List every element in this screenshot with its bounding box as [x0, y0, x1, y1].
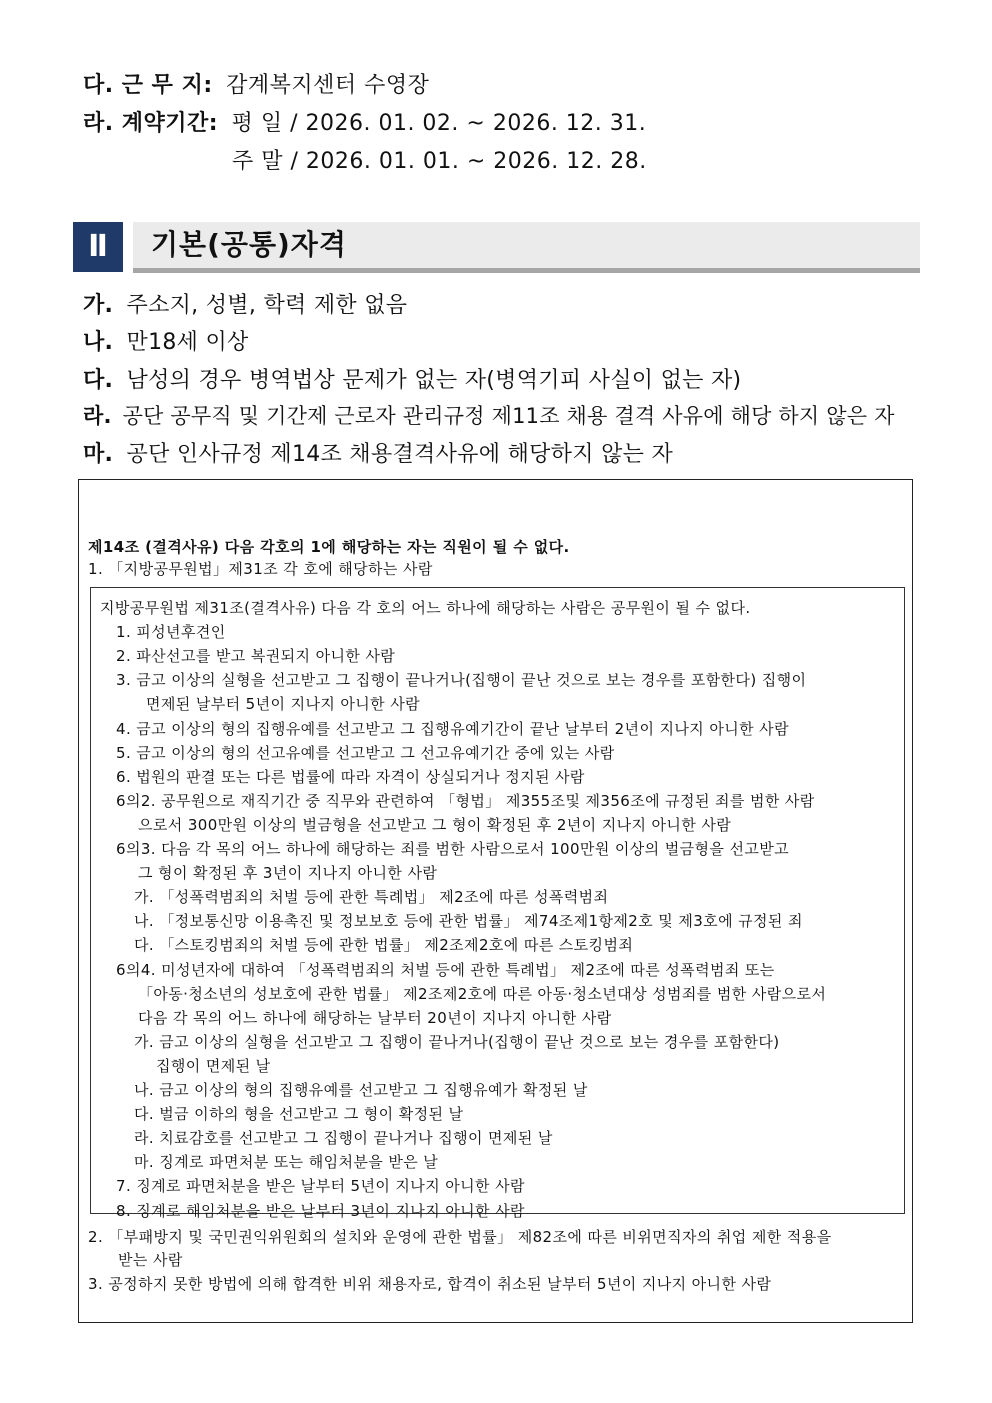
section-title: 기본(공통)자격 — [151, 228, 347, 261]
inner-clause-line: 나. 금고 이상의 형의 집행유예를 선고받고 그 집행유예가 확정된 날 — [134, 1081, 588, 1099]
inner-clause-line: 면제된 날부터 5년이 지나지 아니한 사람 — [146, 695, 421, 714]
inner-clause-line: 8. 징계로 해임처분을 받은 날부터 3년이 지나지 아니한 사람 — [116, 1201, 525, 1220]
qual-mark: 나. — [83, 330, 114, 355]
inner-clause-line: 집행이 면제된 날 — [156, 1056, 271, 1075]
inner-clause-line: 5. 금고 이상의 형의 선고유예를 선고받고 그 선고유예기간 중에 있는 사람 — [116, 743, 615, 762]
qual-text: 주소지, 성별, 학력 제한 없음 — [126, 293, 408, 318]
qual-item — [83, 400, 895, 430]
article-14-item-1: 1. 「지방공무원법」제31조 각 호에 해당하는 사람 — [88, 560, 433, 578]
qual-item — [83, 437, 673, 468]
info-row-workplace — [83, 68, 429, 99]
article-14-item-3: 3. 공정하지 못한 방법에 의해 합격한 비위 채용자로, 합격이 취소된 날부터 5년이 지나지 아니한 사람 — [88, 1275, 772, 1293]
inner-clause-line: 라. 치료감호를 선고받고 그 집행이 끝나거나 집행이 면제된 날 — [134, 1129, 553, 1148]
qual-mark: 다. — [83, 368, 114, 393]
inner-clause-line: 다음 각 목의 어느 하나에 해당하는 날부터 20년이 지나지 아니한 사람 — [138, 1008, 612, 1027]
article-14-item-2-cont: 받는 사람 — [118, 1251, 183, 1269]
info-row-contract-weekday — [83, 106, 646, 137]
inner-clause-line: 6의4. 미성년자에 대하여 「성폭력범죄의 처벌 등에 관한 특례법」 제2조에 따른 성폭력범죄 또는 — [116, 960, 775, 979]
inner-clause-line: 6. 법원의 판결 또는 다른 법률에 따라 자격이 상실되거나 정지된 사람 — [116, 767, 585, 786]
qual-item — [83, 325, 249, 356]
inner-clause-line: 4. 금고 이상의 형의 집행유예를 선고받고 그 집행유예기간이 끝난 날부터 2년이 지나지 아니한 사람 — [116, 719, 789, 738]
qual-mark: 라. — [83, 404, 112, 428]
inner-clause-line: 나. 「정보통신망 이용촉진 및 정보보호 등에 관한 법률」 제74조제1항제2호 및 제3호에 규정된 죄 — [134, 912, 803, 931]
info-value: 평 일 / 2026. 01. 02. ~ 2026. 12. 31. — [231, 111, 647, 136]
inner-clause-line: 지방공무원법 제31조(결격사유) 다음 각 호의 어느 하나에 해당하는 사람은 공무원이 될 수 없다. — [100, 599, 751, 617]
inner-clause-line: 가. 금고 이상의 실형을 선고받고 그 집행이 끝나거나(집행이 끝난 것으로 보는 경우를 포함한다) — [134, 1032, 780, 1051]
qual-text: 공단 인사규정 제14조 채용결격사유에 해당하지 않는 자 — [126, 442, 674, 467]
info-row-contract-weekend — [232, 144, 647, 175]
qual-item — [83, 363, 741, 394]
inner-clause-line: 7. 징계로 파면처분을 받은 날부터 5년이 지나지 아니한 사람 — [116, 1177, 525, 1196]
article-14-item-2: 2. 「부패방지 및 국민권익위원회의 설치와 운영에 관한 법률」 제82조에 따른 비위면직자의 취업 제한 적용을 — [88, 1228, 832, 1246]
qual-text: 남성의 경우 병역법상 문제가 없는 자(병역기피 사실이 없는 자) — [126, 368, 742, 393]
qual-mark: 마. — [83, 442, 114, 467]
info-label: 다. 근 무 지: — [83, 73, 213, 98]
inner-clause-line: 1. 피성년후견인 — [116, 623, 226, 642]
section-header-bar — [133, 222, 920, 273]
inner-clause-line: 「아동·청소년의 성보호에 관한 법률」 제2조제2호에 따른 아동·청소년대상 성범죄를 범한 사람으로서 — [138, 984, 827, 1003]
section-number-badge: Ⅱ — [73, 222, 123, 272]
qual-text: 공단 공무직 및 기간제 근로자 관리규정 제11조 채용 결격 사유에 해당 하지 않은 자 — [122, 404, 895, 428]
inner-clause-line: 그 형이 확정된 후 3년이 지나지 아니한 사람 — [138, 864, 438, 883]
inner-clause-line: 가. 「성폭력범죄의 처벌 등에 관한 특례법」 제2조에 따른 성폭력범죄 — [134, 888, 609, 907]
inner-clause-line: 다. 벌금 이하의 형을 선고받고 그 형이 확정된 날 — [134, 1105, 464, 1124]
info-value: 감계복지센터 수영장 — [226, 73, 430, 98]
inner-clause-line: 3. 금고 이상의 실형을 선고받고 그 집행이 끝나거나(집행이 끝난 것으로 보는 경우를 포함한다) 집행이 — [116, 671, 807, 690]
inner-clause-line: 6의3. 다음 각 목의 어느 하나에 해당하는 죄를 범한 사람으로서 100만원 이상의 벌금형을 선고받고 — [116, 840, 790, 858]
qual-mark: 가. — [83, 293, 114, 318]
inner-clause-line: 2. 파산선고를 받고 복권되지 아니한 사람 — [116, 647, 396, 666]
info-label: 라. 계약기간: — [83, 111, 219, 136]
qual-text: 만18세 이상 — [126, 330, 249, 355]
inner-clause-line: 으로서 300만원 이상의 벌금형을 선고받고 그 형이 확정된 후 2년이 지나지 아니한 사람 — [138, 815, 732, 834]
inner-clause-line: 다. 「스토킹범죄의 처벌 등에 관한 법률」 제2조제2호에 따른 스토킹범죄 — [134, 936, 634, 955]
inner-clause-line: 6의2. 공무원으로 재직기간 중 직무와 관련하여 「형법」 제355조및 제356조에 규정된 죄를 범한 사람 — [116, 791, 815, 810]
article-14-heading: 제14조 (결격사유) 다음 각호의 1에 해당하는 자는 직원이 될 수 없다. — [88, 538, 570, 556]
qual-item — [83, 288, 407, 319]
inner-clause-line: 마. 징계로 파면처분 또는 해임처분을 받은 날 — [134, 1153, 439, 1172]
info-value: 주 말 / 2026. 01. 01. ~ 2026. 12. 28. — [232, 149, 647, 174]
